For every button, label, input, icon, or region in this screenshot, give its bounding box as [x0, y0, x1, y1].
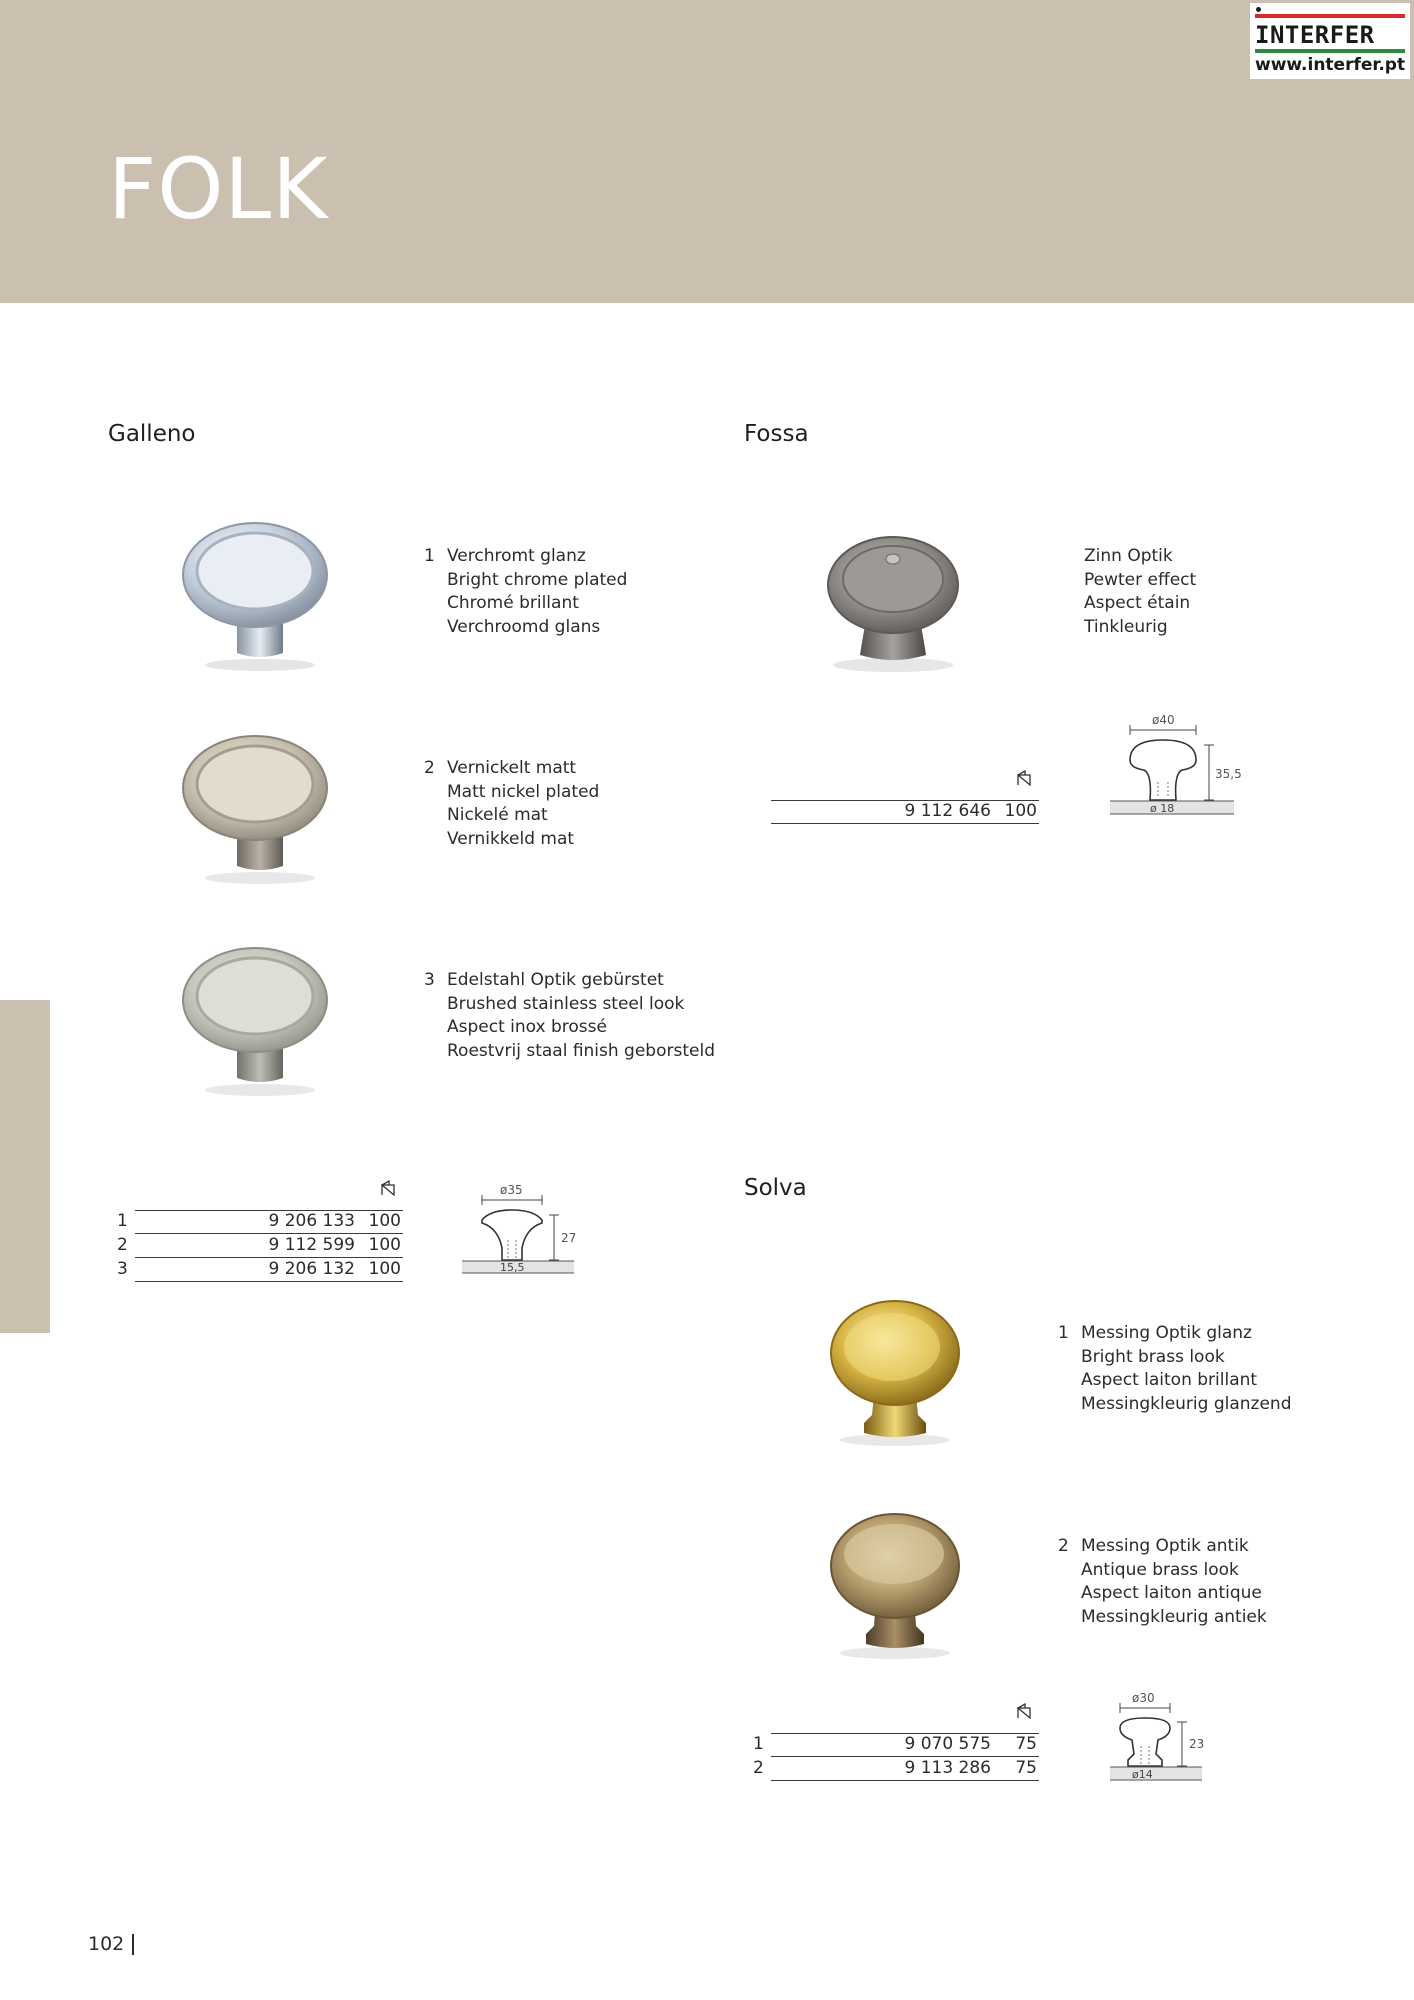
variant-description-galleno-3: 3 Edelstahl Optik gebürstet Brushed stainless steel look Aspect inox brossé Roestvrij staal finish geborsteld: [424, 970, 715, 1061]
table-row: 9 112 646 100: [771, 800, 1039, 824]
knob-chrome-image: [175, 505, 345, 675]
page-number: 102: [88, 1933, 125, 1955]
package-icon: [1017, 770, 1031, 786]
dim-diameter: ø30: [1132, 1691, 1155, 1705]
page-title: FOLK: [108, 140, 329, 238]
section-title-solva: Solva: [744, 1175, 807, 1201]
logo-stripe-red: [1255, 14, 1405, 18]
package-icon: [381, 1180, 395, 1196]
variant-description-fossa: Zinn Optik Pewter effect Aspect étain Tinkleurig: [1084, 546, 1197, 637]
table-row: 3 9 206 132 100: [135, 1258, 403, 1282]
dim-base: ø 18: [1150, 802, 1175, 815]
knob-brushed-steel-image: [175, 930, 345, 1100]
dimension-drawing-solva: [1108, 1690, 1228, 1790]
order-table-solva: [753, 1733, 1039, 1781]
dim-base: ø14: [1132, 1768, 1153, 1781]
variant-description-galleno-2: 2 Vernickelt matt Matt nickel plated Nickelé mat Vernikkeld mat: [424, 758, 600, 849]
dimension-drawing-fossa: [1108, 710, 1248, 825]
logo-dot: [1256, 7, 1261, 12]
knob-pewter-image: [808, 515, 983, 685]
variant-description-galleno-1: 1 Verchromt glanz Bright chrome plated Chromé brillant Verchroomd glans: [424, 546, 628, 637]
section-title-fossa: Fossa: [744, 421, 809, 447]
table-row: 2 9 112 599 100: [135, 1234, 403, 1258]
variant-description-solva-1: 1 Messing Optik glanz Bright brass look Aspect laiton brillant Messingkleurig glanzend: [1058, 1323, 1292, 1414]
logo-url: www.interfer.pt: [1255, 55, 1406, 75]
table-row: 2 9 113 286 75: [771, 1757, 1039, 1781]
knob-bright-brass-image: [810, 1285, 980, 1455]
logo-stripe-green: [1255, 49, 1405, 53]
order-table-galleno: [117, 1210, 403, 1282]
package-icon: [1017, 1703, 1031, 1719]
table-row: 1 9 206 133 100: [135, 1210, 403, 1234]
dim-height: 35,5: [1215, 767, 1242, 781]
knob-antique-brass-image: [810, 1498, 980, 1668]
variant-description-solva-2: 2 Messing Optik antik Antique brass look Aspect laiton antique Messingkleurig antiek: [1058, 1536, 1267, 1627]
knob-matt-nickel-image: [175, 718, 345, 888]
brand-logo: [1250, 3, 1410, 79]
dimension-drawing-galleno: [460, 1180, 590, 1285]
table-row: 1 9 070 575 75: [771, 1733, 1039, 1757]
dim-height: 23: [1189, 1737, 1205, 1751]
order-table-fossa: [771, 800, 1039, 824]
section-title-galleno: Galleno: [108, 421, 196, 447]
dim-height: 27: [561, 1231, 577, 1245]
dim-diameter: ø35: [500, 1183, 523, 1197]
side-tab: [0, 1000, 50, 1333]
dim-diameter: ø40: [1152, 713, 1175, 727]
logo-name: INTERFER: [1255, 21, 1375, 49]
dim-base: 15,5: [500, 1261, 525, 1274]
page-number-divider: [132, 1934, 134, 1955]
